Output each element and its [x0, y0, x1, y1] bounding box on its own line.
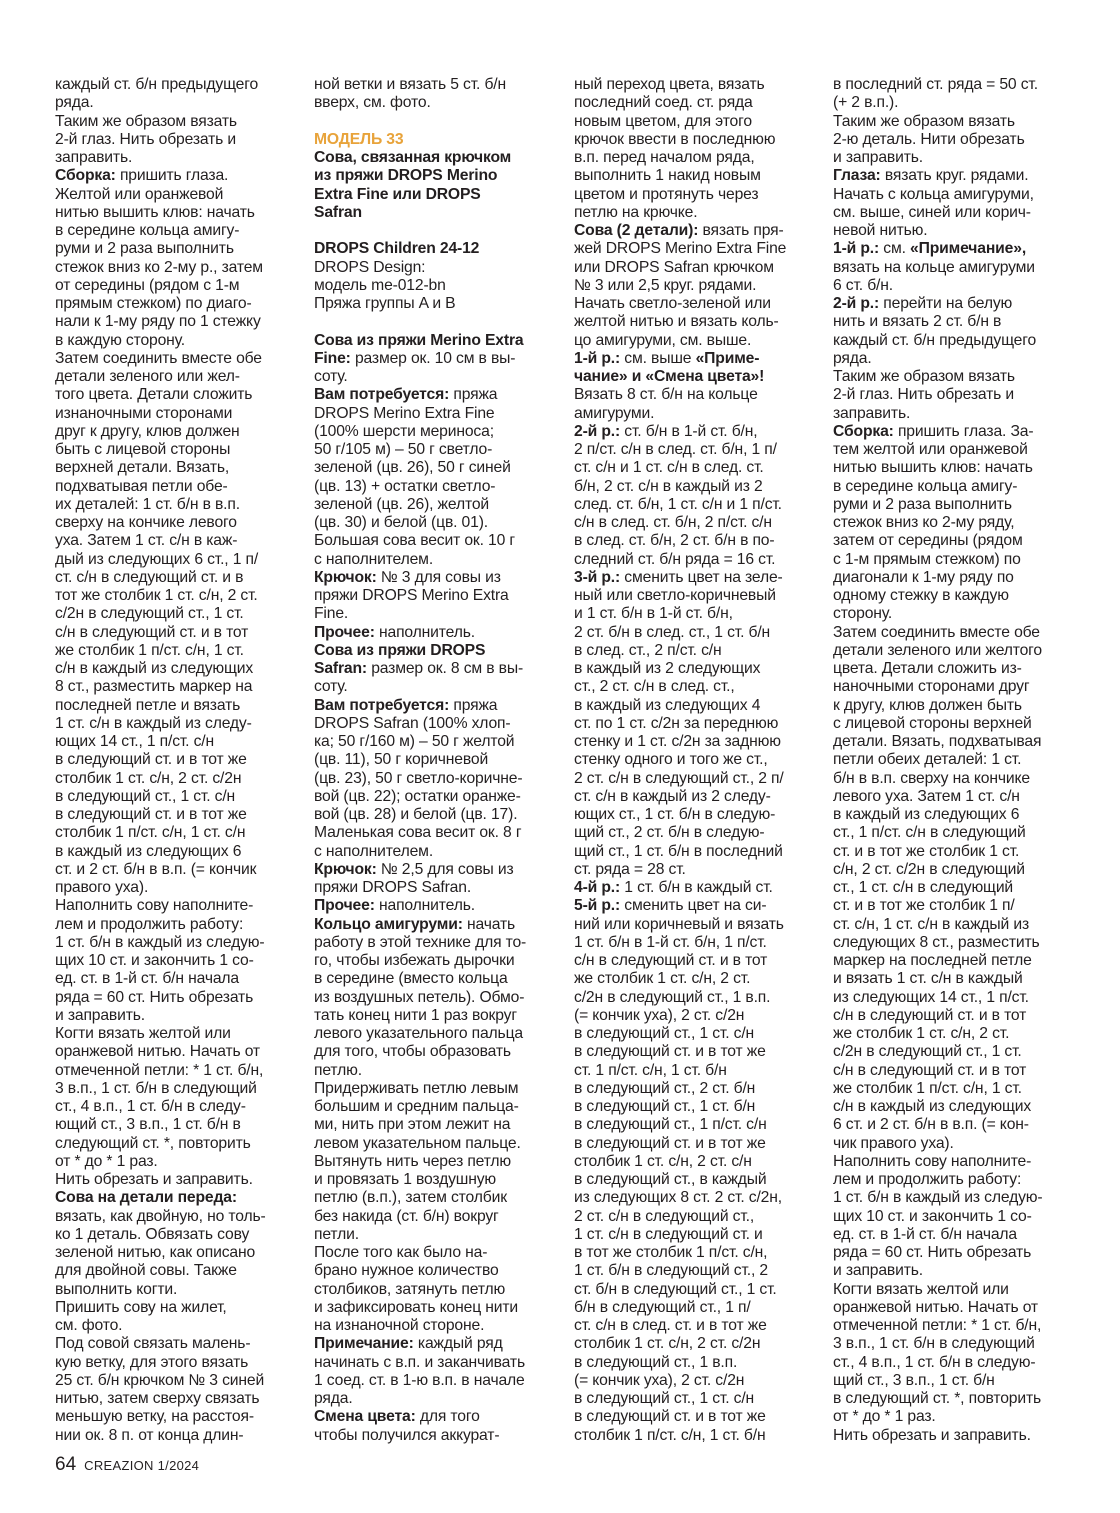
- section-text: размер ок. 8 см в вы- соту.: [314, 660, 524, 696]
- row-text: 1 ст. б/н в каждый ст.: [620, 879, 773, 896]
- section: [314, 861, 556, 898]
- section: [833, 167, 1078, 240]
- paragraph: [55, 1189, 297, 1445]
- section-text: размер ок. 10 см в вы- соту.: [314, 349, 516, 385]
- section-text: вязать, как двойную, но толь- ко 1 деталь. Обвязать сову зеленой нитью, как описано для двойной совы. Также выполнить когти. Пришить сову на жилет, см. фото. Под совой связать малень- кую ветку, для этого вязать 25 ст. б/н крючком № 3 синей нитью, затем сверху связать меньшую ветку, на расстоя- нии ок. 8 п. от конца длин-: [55, 1207, 266, 1444]
- paragraph: ной ветки и вязать 5 ст. б/н вверх, см. фото.: [314, 76, 506, 112]
- section-heading: Примечание:: [314, 1335, 414, 1353]
- section: [314, 697, 556, 861]
- section-heading: Сова на детали переда:: [55, 1189, 237, 1207]
- row-instruction: [574, 423, 816, 569]
- section-text: для того чтобы получился аккурат-: [314, 1408, 500, 1444]
- section-heading: Сборка:: [55, 167, 116, 185]
- section-heading: Вам потребуется:: [314, 386, 450, 404]
- section-text: № 3 для совы из пряжи DROPS Merino Extra Fine.: [314, 568, 509, 623]
- section-heading: Сова из пряжи DROPS Safran:: [314, 641, 486, 677]
- section: [314, 624, 556, 642]
- row-emphasis: «Приме- чание» и «Смена цвета»!: [574, 349, 765, 385]
- section-text: пряжа DROPS Safran (100% хлоп- ка; 50 г/160 м) – 50 г желтой (цв. 11), 50 г коричневой (цв. 23), 50 г светло-коричне- вой (цв. 22); остатки оранже- вой (цв. 28) и белой (цв. 17). Маленькая сова весит ок. 8 г с наполнителем.: [314, 696, 523, 860]
- section-heading: Глаза:: [833, 167, 881, 185]
- row-text: см.: [879, 240, 911, 258]
- section-heading: Прочее:: [314, 623, 375, 641]
- paragraph: каждый ст. б/н предыдущего ряда. Таким же образом вязать 2-й глаз. Нить обрезать и заправить.: [55, 76, 259, 166]
- section: [314, 1408, 556, 1445]
- section-heading: Смена цвета:: [314, 1408, 416, 1426]
- section: [314, 916, 556, 1336]
- row-emphasis: «Примечание»,: [910, 240, 1027, 258]
- section: [314, 1335, 556, 1408]
- pattern-id: DROPS Children 24-12: [314, 240, 480, 258]
- section-heading: Кольцо амигуруми:: [314, 915, 463, 933]
- row-heading: 5-й р.:: [574, 897, 621, 915]
- section-text: наполнитель.: [374, 897, 475, 915]
- section: [574, 222, 816, 350]
- model-title: МОДЕЛЬ 33: [314, 130, 404, 148]
- section-text: вязать круг. рядами. Начать с кольца амигуруми, см. выше, синей или корич- невой нитью.: [833, 167, 1034, 239]
- section: [314, 569, 556, 624]
- section-text: каждый ряд начинать с в.п. и заканчивать 1 соед. ст. в 1-ю в.п. в начале ряда.: [314, 1335, 525, 1407]
- section-text: пришить глаза. За- тем желтой или оранжевой нитью вышить клюв: начать в середине кольца амигу- руми и 2 раза выполнить стежок вниз ко 2-му ряду, затем от середины (рядом с 1-м прямым стежком) по диагонали к 1-му ряду по одному стежку в каждую сторону. Затем соединить вместе обе детали зеленого или желтого цвета. Детали сложить из- наночными сторонами друг к другу, клюв должен быть с лицевой стороны верхней детали. Вязать, подхватывая петли обеих деталей: 1 ст. б/н в в.п. сверху на кончике левого уха. Затем 1 ст. с/н в каждый из следующих 6 ст., 1 п/ст. с/н в следующий ст. и в тот же столбик 1 ст. с/н, 2 ст. с/2н в следующий ст., 1 ст. с/н в следующий ст. и в тот же столбик 1 п/ ст. с/н, 1 ст. с/н в каждый из следующих 8 ст., разместить маркер на последней петле и вязать 1 ст. с/н в каждый из следующих 14 ст., 1 п/ст. с/н в следующий ст. и в тот же столбик 1 ст. с/н, 2 ст. с/2н в следующий ст., 1 ст. с/н в следующий ст. и в тот же столбик 1 п/ст. с/н, 1 ст. с/н в каждый из следующих 6 ст. и 2 ст. б/н в в.п. (= кон- чик правого уха). Наполнить сову наполните- лем и продолжить работу: 1 ст. б/н в каждый из следую- щих 10 ст. и закончить 1 со- ед. ст. в 1-й ст. б/н начала ряда = 60 ст. Нить обрезать и заправить. Когти вязать желтой или оранжевой нитью. Начать от отмеченной петли: * 1 ст. б/н, 3 в.п., 1 ст. б/н в следующий ст., 4 в.п., 1 ст. б/н в следую- щий ст., 3 в.п., 1 ст. б/н в следующий ст. *, повторить от * до * 1 раз. Нить обрезать и заправить.: [833, 422, 1043, 1444]
- section-heading: Сова из пряжи Merino Extra Fine:: [314, 331, 524, 367]
- row-heading: 1-й р.:: [833, 240, 880, 258]
- section-text: вязать пря- жей DROPS Merino Extra Fine или DROPS Safran крючком № 3 или 2,5 круг. рядами. Начать светло-зеленой или желтой нитью и вязать коль- цо амигуруми, см. выше.: [574, 222, 787, 349]
- section-heading: Сова (2 детали):: [574, 222, 699, 239]
- section: [314, 386, 556, 569]
- row-heading: 1-й р.:: [574, 349, 621, 367]
- section: [314, 332, 556, 387]
- row-text: Вязать 8 ст. б/н на кольце амигуруми.: [574, 386, 758, 422]
- text-column-3: [574, 76, 816, 1445]
- section-text: начать работу в этой технике для то- го, чтобы избежать дырочки в середине (вместо кольца из воздушных петель). Обмо- тать конец нити 1 раз вокруг левого указательного пальца для того, чтобы образовать петлю. Придерживать петлю левым большим и средним пальца- ми, нить при этом лежит на левом указательном пальце. Вытянуть нить через петлю и провязать 1 воздушную петлю (в.п.), затем столбик без накида (ст. б/н) вокруг петли. После того как было на- брано нужное количество столбиков, затянуть петлю и зафиксировать конец нити на изнаночной стороне.: [314, 915, 527, 1334]
- text-column-4: [833, 76, 1078, 1445]
- row-text: см. выше: [620, 349, 696, 367]
- paragraph: ный переход цвета, вязать последний соед. ст. ряда новым цветом, для этого крючок ввести в последнюю в.п. перед началом ряда, выполнить 1 накид новым цветом и протянуть через петлю на крючке.: [574, 76, 776, 221]
- paragraph: в последний ст. ряда = 50 ст. (+ 2 в.п.). Таким же образом вязать 2-ю деталь. Нити обрезать и заправить.: [833, 76, 1038, 166]
- row-text: сменить цвет на си- ний или коричневый и вязать 1 ст. б/н в 1-й ст. б/н, 1 п/ст. с/н в следующий ст. и в тот же столбик 1 ст. с/н, 2 ст. с/2н в следующий ст., 1 в.п. (= кончик уха), 2 ст. с/2н в следующий ст., 1 ст. с/н в следующий ст. и в тот же ст. 1 п/ст. с/н, 1 ст. б/н в следующий ст., 2 ст. б/н в следующий ст., 1 ст. б/н в следующий ст., 1 п/ст. с/н в следующий ст. и в тот же столбик 1 ст. с/н, 2 ст. с/н в следующий ст., в каждый из следующих 8 ст. 2 ст. с/2н, 2 ст. с/н в следующий ст., 1 ст. с/н в следующий ст. и в тот же столбик 1 п/ст. с/н, 1 ст. б/н в следующий ст., 2 ст. б/н в следующий ст., 1 ст. б/н в следующий ст., 1 п/ ст. с/н в след. ст. и в тот же столбик 1 ст. с/н, 2 ст. с/2н в следующий ст., 1 в.п. (= кончик уха), 2 ст. с/2н в следующий ст., 1 ст. с/н в следующий ст. и в тот же столбик 1 п/ст. с/н, 1 ст. б/н: [574, 897, 784, 1444]
- section-text: пришить глаза. Желтой или оранжевой нитью вышить клюв: начать в середине кольца амигу- руми и 2 раза выполнить стежок вниз ко 2-му р., затем от середины (рядом с 1-м прямым стежком) по диаго- нали к 1-му ряду по 1 стежку в каждую сторону. Затем соединить вместе обе детали зеленого или жел- того цвета. Детали сложить изнаночными сторонами друг к другу, клюв должен быть с лицевой стороны верхней детали. Вязать, подхватывая петли обе- их деталей: 1 ст. б/н в в.п. сверху на кончике левого уха. Затем 1 ст. с/н в каж- дый из следующих 6 ст., 1 п/ ст. с/н в следующий ст. и в тот же столбик 1 ст. с/н, 2 ст. с/2н в следующий ст., 1 ст. с/н в следующий ст. и в тот же столбик 1 п/ст. с/н, 1 ст. с/н в каждый из следующих 8 ст., разместить маркер на последней петле и вязать 1 ст. с/н в каждый из следу- ющих 14 ст., 1 п/ст. с/н в следующий ст. и в тот же столбик 1 ст. с/н, 2 ст. с/2н в следующий ст., 1 ст. с/н в следующий ст. и в тот же столбик 1 п/ст. с/н, 1 ст. с/н в каждый из следующих 6 ст. и 2 ст. б/н в в.п. (= кончик правого уха). Наполнить сову наполните- лем и продолжить работу: 1 ст. б/н в каждый из следую- щих 10 ст. и закончить 1 со- ед. ст. в 1-й ст. б/н начала ряда = 60 ст. Нить обрезать и заправить. Когти вязать желтой или оранжевой нитью. Начать от отмеченной петли: * 1 ст. б/н, 3 в.п., 1 ст. б/н в следующий ст., 4 в.п., 1 ст. б/н в следу- ющий ст., 3 в.п., 1 ст. б/н в следующий ст. *, повторить от * до * 1 раз. Нить обрезать и заправить.: [55, 167, 265, 1188]
- model-subtitle: Сова, связанная крючком из пряжи DROPS Merino Extra Fine или DROPS Safran: [314, 149, 512, 221]
- row-text: сменить цвет на зеле- ный или светло-коричневый и 1 ст. б/н в 1-й ст. б/н, 2 ст. б/н в след. ст., 1 ст. б/н в след. ст., 2 п/ст. с/н в каждый из 2 следующих ст., 2 ст. с/н в след. ст., в каждый из следующих 4 ст. по 1 ст. с/2н за переднюю стенку и 1 ст. с/2н за заднюю стенку одного и того же ст., 2 ст. с/н в следующий ст., 2 п/ ст. с/н в каждый из 2 следу- ющих ст., 1 ст. б/н в следую- щий ст., 2 ст. б/н в следую- щий ст., 1 ст. б/н в последний ст. ряда = 28 ст.: [574, 568, 784, 878]
- magazine-issue: CREAZION 1/2024: [84, 1458, 200, 1473]
- section-heading: Крючок:: [314, 860, 377, 878]
- section-heading: Крючок:: [314, 568, 377, 586]
- row-instruction: [833, 240, 1078, 295]
- section-heading: Сборка:: [833, 422, 894, 440]
- row-heading: 3-й р.:: [574, 568, 621, 586]
- row-instruction: [574, 569, 816, 879]
- design-info: DROPS Design: модель me-012-bn Пряжа группы A и B: [314, 258, 456, 312]
- section-heading: Вам потребуется:: [314, 696, 450, 714]
- page-number: 64: [55, 1454, 77, 1475]
- section-heading: Прочее:: [314, 897, 375, 915]
- row-heading: 4-й р.:: [574, 879, 621, 896]
- section: [833, 423, 1078, 1445]
- page-footer: [55, 1454, 199, 1476]
- section: [314, 642, 556, 697]
- section-text: № 2,5 для совы из пряжи DROPS Safran.: [314, 860, 514, 896]
- text-column-1: [55, 76, 297, 1445]
- row-instruction: [574, 350, 816, 423]
- row-text: вязать на кольце амигуруми 6 ст. б/н.: [833, 258, 1035, 294]
- section-text: наполнитель.: [374, 623, 475, 641]
- row-instruction: [574, 879, 816, 897]
- row-heading: 2-й р.:: [833, 295, 880, 312]
- section-text: пряжа DROPS Merino Extra Fine (100% шерсти мериноса; 50 г/105 м) – 50 г светло- зеленой (цв. 26), 50 г синей (цв. 13) + остатки светло- зеленой (цв. 26), желтой (цв. 30) и белой (цв. 01). Большая сова весит ок. 10 г с наполнителем.: [314, 386, 515, 568]
- row-text: перейти на белую нить и вязать 2 ст. б/н в каждый ст. б/н предыдущего ряда. Таким же образом вязать 2-й глаз. Нить обрезать и заправить.: [833, 295, 1037, 422]
- row-heading: 2-й р.:: [574, 422, 621, 440]
- row-instruction: [833, 295, 1078, 423]
- paragraph: [55, 167, 297, 1189]
- section: [314, 897, 556, 915]
- text-column-2: [314, 76, 556, 1445]
- row-text: ст. б/н в 1-й ст. б/н, 2 п/ст. с/н в след. ст. б/н, 1 п/ ст. с/н и 1 ст. с/н в след. ст. б/н, 2 ст. с/н в каждый из 2 след. ст. б/н, 1 ст. с/н и 1 п/ст. с/н в след. ст. б/н, 2 п/ст. с/н в след. ст. б/н, 2 ст. б/н в по- следний ст. б/н ряда = 16 ст.: [574, 422, 782, 568]
- row-instruction: [574, 897, 816, 1445]
